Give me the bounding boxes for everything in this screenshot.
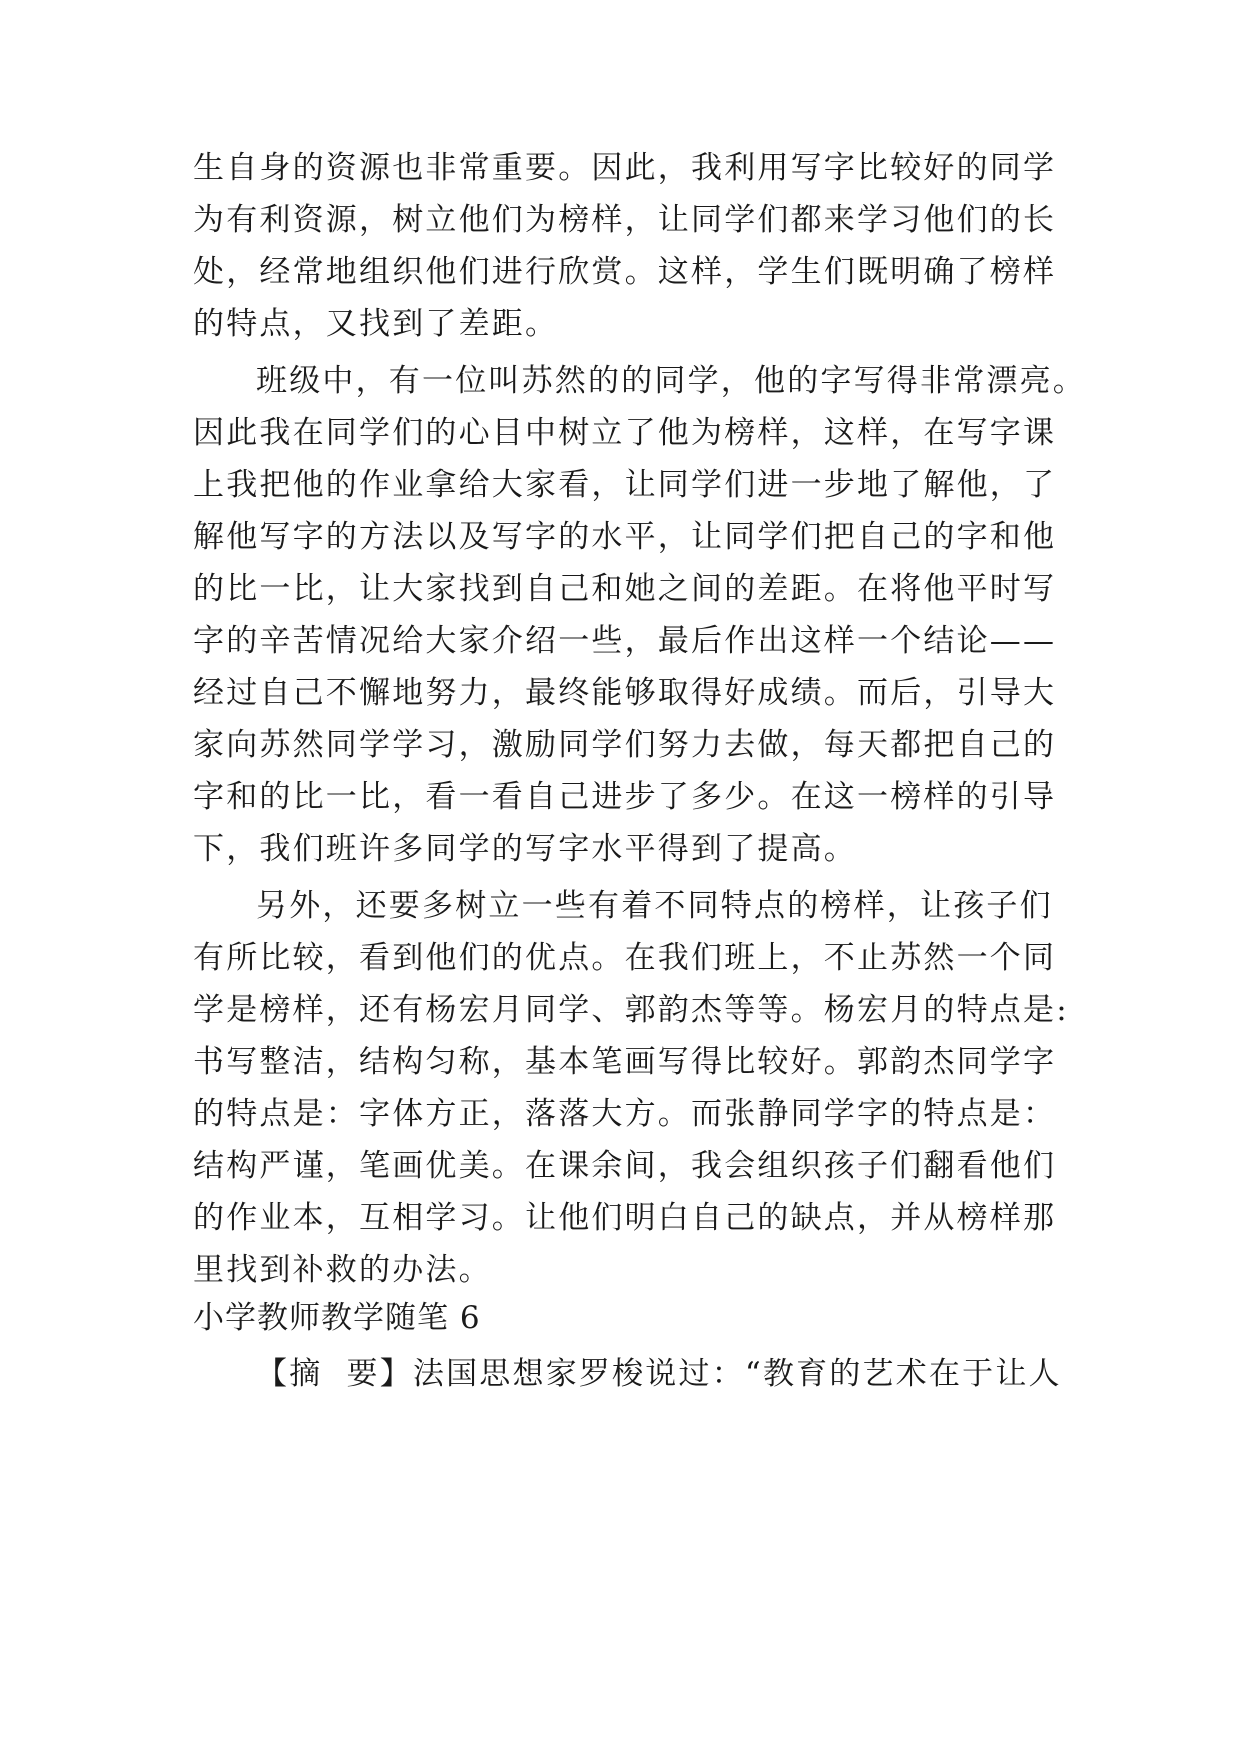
text-line: 结构严谨，笔画优美。在课余间，我会组织孩子们翻看他们 bbox=[193, 1148, 1057, 1184]
text-line: 有所比较，看到他们的优点。在我们班上，不止苏然一个同 bbox=[193, 940, 1057, 976]
text-line: 解他写字的方法以及写字的水平，让同学们把自己的字和他 bbox=[193, 519, 1057, 555]
section-heading: 小学教师教学随笔 6 bbox=[193, 1300, 481, 1336]
text-line: 书写整洁，结构匀称，基本笔画写得比较好。郭韵杰同学字 bbox=[193, 1044, 1057, 1080]
text-line: 家向苏然同学学习，激励同学们努力去做，每天都把自己的 bbox=[193, 727, 1057, 763]
text-line: 字的辛苦情况给大家介绍一些，最后作出这样一个结论—— bbox=[193, 623, 1057, 659]
paragraph-first-line: 班级中，有一位叫苏然的的同学，他的字写得非常漂亮。 bbox=[256, 363, 1086, 399]
text-line: 里找到补救的办法。 bbox=[193, 1252, 492, 1288]
paragraph-first-line: 另外，还要多树立一些有着不同特点的榜样，让孩子们 bbox=[256, 888, 1053, 924]
text-line: 经过自己不懈地努力，最终能够取得好成绩。而后，引导大 bbox=[193, 675, 1057, 711]
abstract-line: 【摘 要】法国思想家罗梭说过：“教育的艺术在于让人 bbox=[256, 1356, 1062, 1392]
text-line: 字和的比一比，看一看自己进步了多少。在这一榜样的引导 bbox=[193, 779, 1057, 815]
text-line: 的特点，又找到了差距。 bbox=[193, 306, 559, 342]
text-line: 处，经常地组织他们进行欣赏。这样，学生们既明确了榜样 bbox=[193, 254, 1057, 290]
text-line: 学是榜样，还有杨宏月同学、郭韵杰等等。杨宏月的特点是: bbox=[193, 992, 1069, 1028]
text-line: 为有利资源，树立他们为榜样，让同学们都来学习他们的长 bbox=[193, 202, 1057, 238]
text-line: 因此我在同学们的心目中树立了他为榜样，这样，在写字课 bbox=[193, 415, 1057, 451]
text-line: 下，我们班许多同学的写字水平得到了提高。 bbox=[193, 831, 857, 867]
text-line: 生自身的资源也非常重要。因此，我利用写字比较好的同学 bbox=[193, 150, 1057, 186]
text-line: 上我把他的作业拿给大家看，让同学们进一步地了解他，了 bbox=[193, 467, 1057, 503]
text-line: 的作业本，互相学习。让他们明白自己的缺点，并从榜样那 bbox=[193, 1200, 1057, 1236]
text-line: 的比一比，让大家找到自己和她之间的差距。在将他平时写 bbox=[193, 571, 1057, 607]
text-line: 的特点是：字体方正，落落大方。而张静同学字的特点是： bbox=[193, 1096, 1057, 1132]
